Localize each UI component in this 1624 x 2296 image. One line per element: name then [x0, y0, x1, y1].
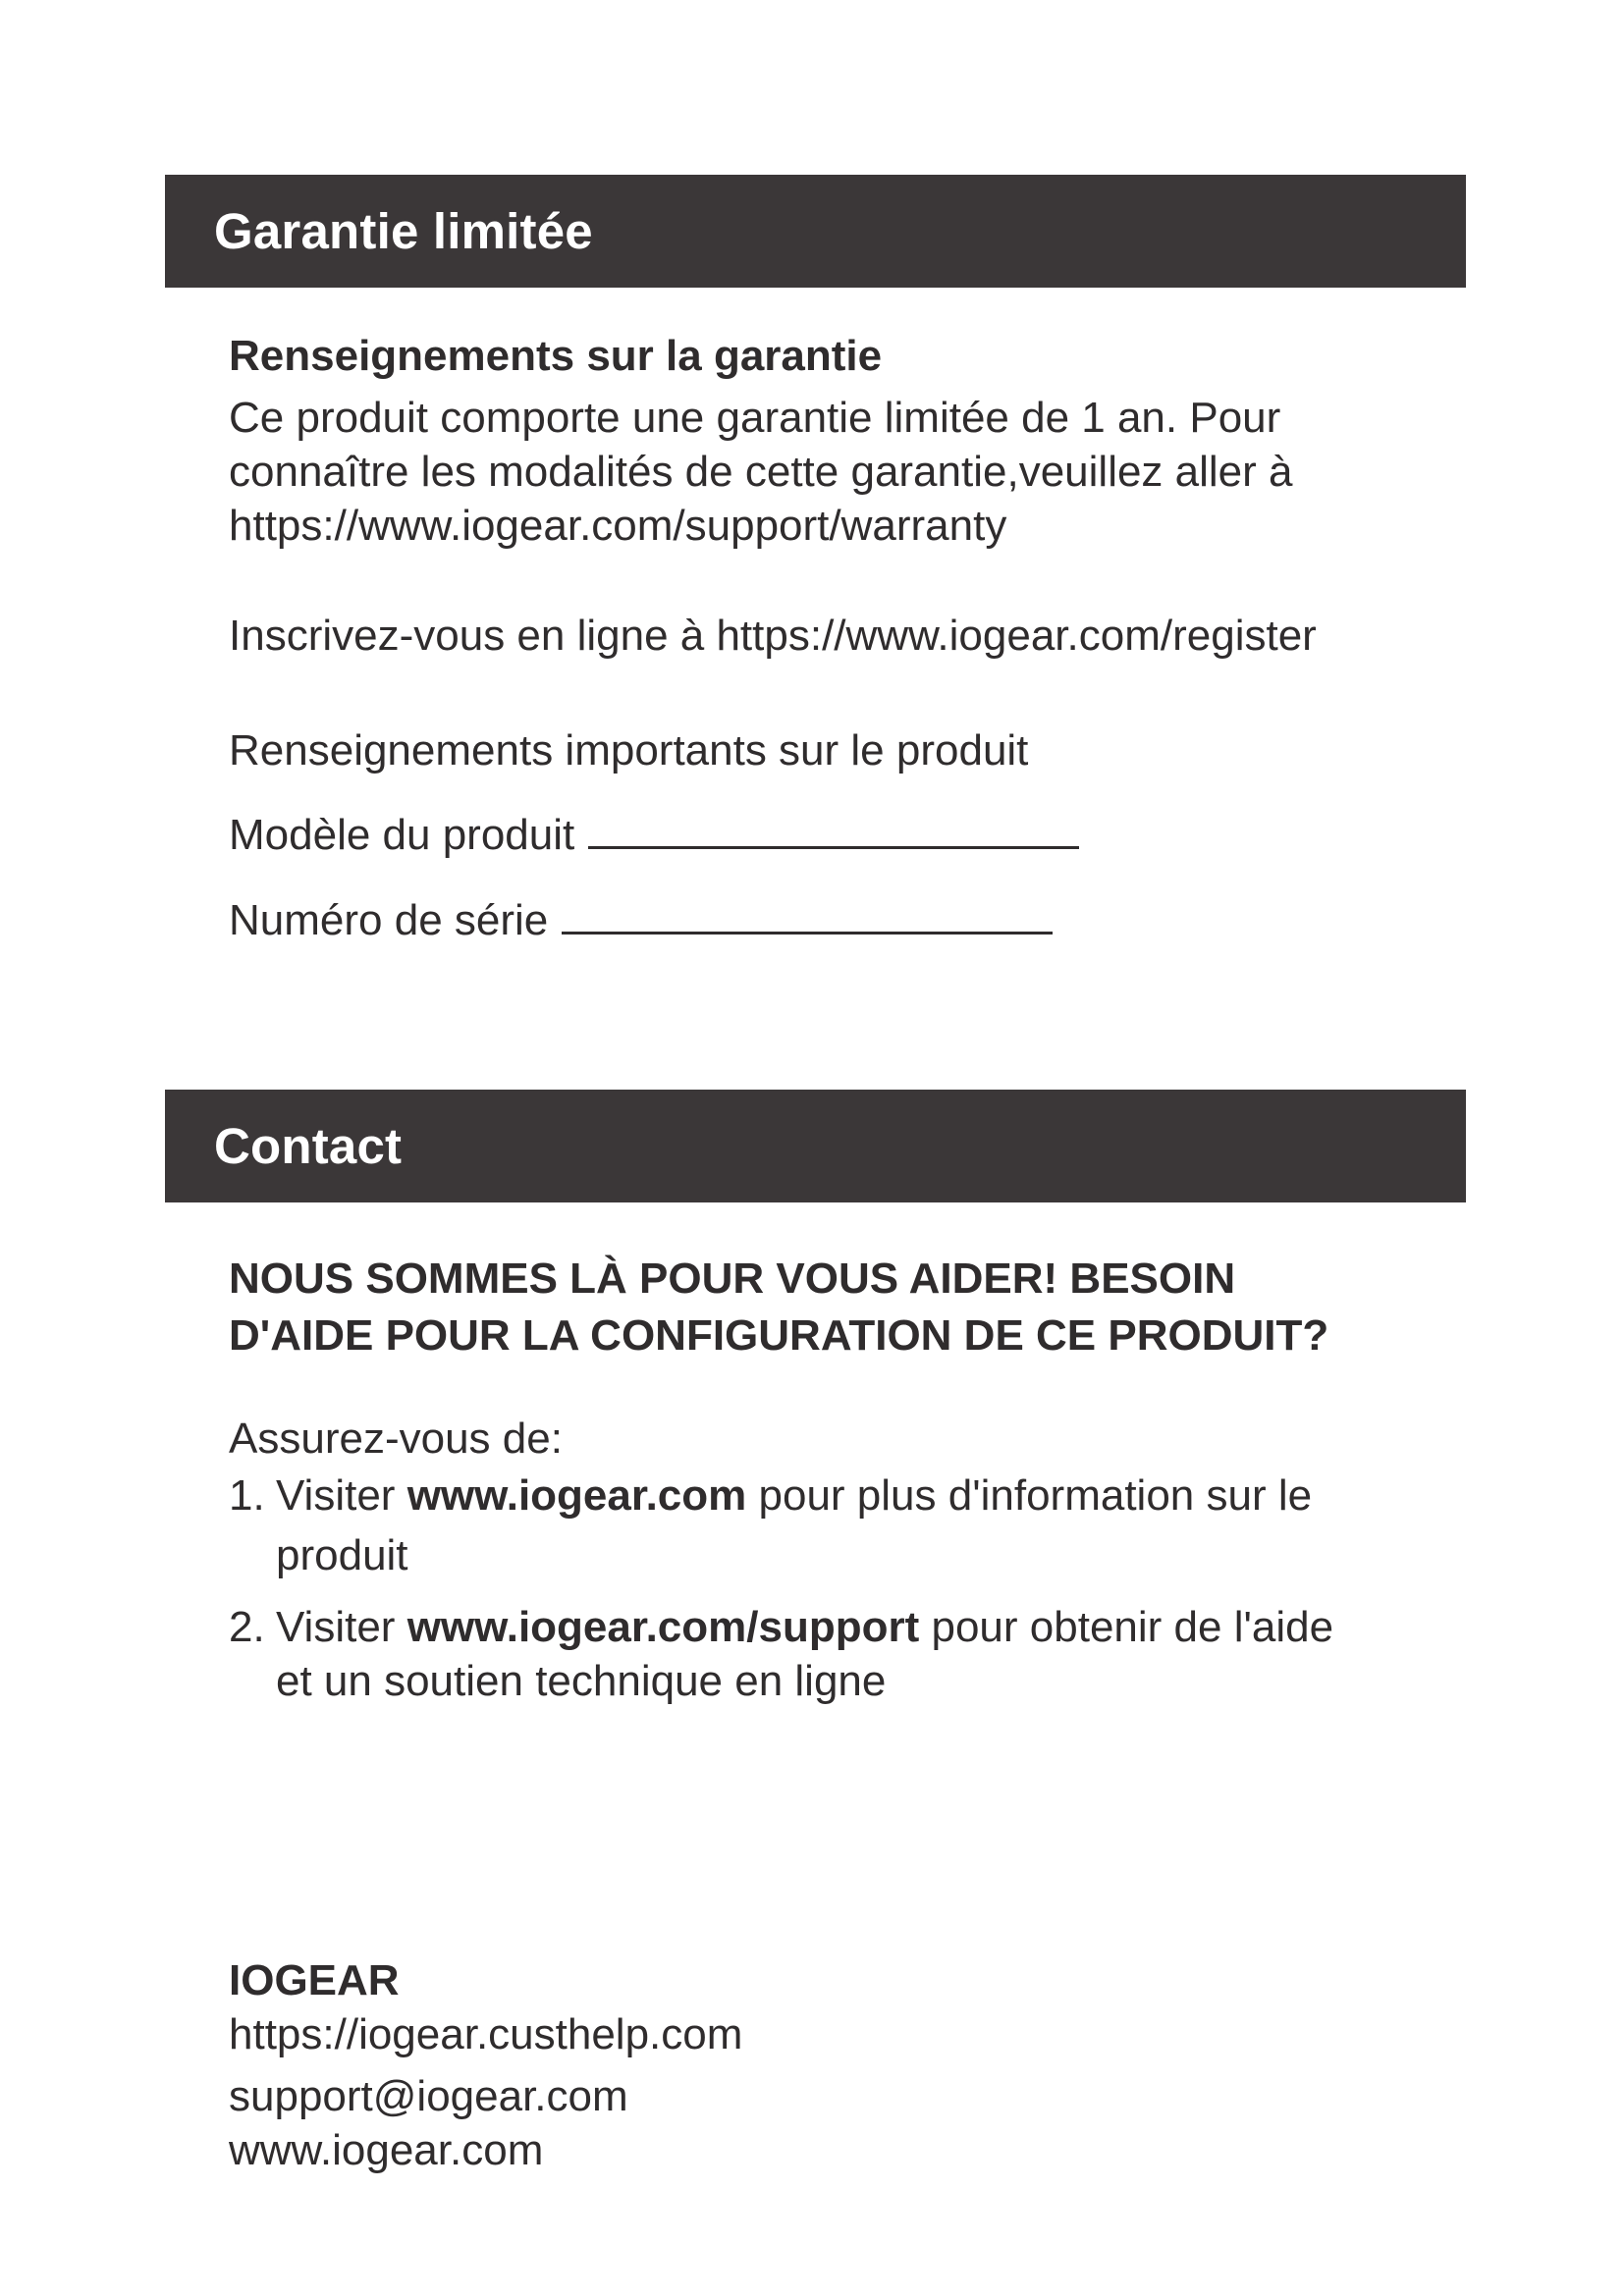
warranty-text-line-2: connaître les modalités de cette garantie,veuillez aller à — [229, 448, 1293, 496]
important-info-label: Renseignements importants sur le produit — [229, 726, 1029, 774]
serial-field-row — [229, 893, 1053, 947]
step-2 — [229, 1600, 1466, 1708]
model-field-row — [229, 808, 1079, 862]
warranty-subheading: Renseignements sur la garantie — [229, 332, 883, 380]
serial-blank-line — [562, 902, 1053, 934]
model-blank-line — [588, 817, 1079, 849]
step-1-number: 1. — [229, 1471, 265, 1520]
model-label: Modèle du produit — [229, 811, 575, 859]
warranty-link[interactable]: https://www.iogear.com/support/warranty — [229, 502, 1007, 550]
step-1-prefix: Visiter — [276, 1471, 396, 1520]
step-1-suffix: pour plus d'information sur le — [758, 1471, 1313, 1520]
register-line: Inscrivez-vous en ligne à https://www.iogear.com/register — [229, 612, 1317, 660]
help-heading-line-2: D'AIDE POUR LA CONFIGURATION DE CE PRODUIT? — [229, 1311, 1329, 1360]
warranty-header-band — [165, 175, 1466, 288]
website-url[interactable]: www.iogear.com — [229, 2126, 544, 2174]
support-email[interactable]: support@iogear.com — [229, 2072, 628, 2120]
step-2-continuation: et un soutien technique en ligne — [276, 1657, 887, 1705]
assurez-intro: Assurez-vous de: — [229, 1415, 563, 1463]
step-2-prefix: Visiter — [276, 1603, 396, 1651]
warranty-section-title: Garantie limitée — [214, 203, 593, 259]
serial-label: Numéro de série — [229, 896, 549, 944]
step-2-number: 2. — [229, 1603, 265, 1651]
step-1-link[interactable]: www.iogear.com — [406, 1471, 747, 1520]
contact-section-title: Contact — [214, 1118, 403, 1174]
contact-header-band — [165, 1090, 1466, 1202]
company-name: IOGEAR — [229, 1956, 400, 2004]
step-2-suffix: pour obtenir de l'aide — [931, 1603, 1334, 1651]
step-2-link[interactable]: www.iogear.com/support — [406, 1603, 920, 1651]
help-heading-line-1: NOUS SOMMES LÀ POUR VOUS AIDER! BESOIN — [229, 1255, 1236, 1303]
warranty-text-line-1: Ce produit comporte une garantie limitée de 1 an. Pour — [229, 394, 1281, 442]
step-1 — [229, 1468, 1466, 1582]
step-1-continuation: produit — [276, 1531, 408, 1579]
helpdesk-url[interactable]: https://iogear.custhelp.com — [229, 2010, 743, 2058]
